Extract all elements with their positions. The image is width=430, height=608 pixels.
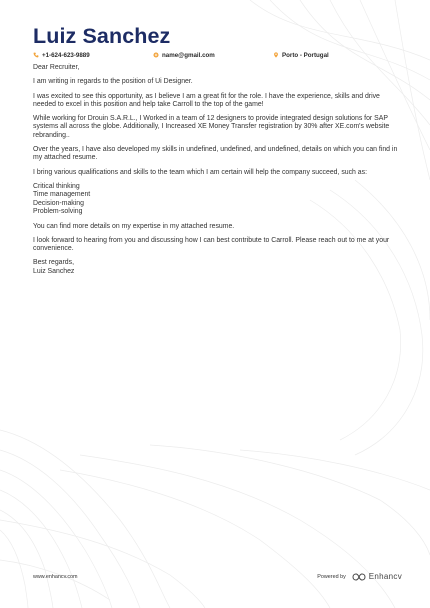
resume-header [33, 26, 403, 64]
contact-location [273, 52, 329, 59]
email-text[interactable]: name@gmail.com [162, 51, 215, 59]
location-text: Porto - Portugal [282, 51, 329, 59]
salutation: Dear Recruiter, [33, 64, 80, 71]
paragraph-position: I am writing in regards to the position of Ui Designer. [33, 78, 193, 86]
closing-phrase: Best regards, [33, 259, 74, 267]
paragraph-closing: I look forward to hearing from you and discussing how I can best contribute to Carroll. Please reach out to me at your convenience. [33, 236, 390, 253]
powered-by [317, 572, 402, 581]
paragraph-experience: While working for Drouin S.A.R.L., I Worked in a team of 12 designers to provide integrated design solutions for SAP systems all across the globe. Additionally, I Increased XE Money Transfer registration by 30% after XE.com's website rebranding.. [33, 115, 390, 139]
page-footer [33, 572, 402, 584]
contact-phone [33, 52, 90, 59]
signature-name: Luiz Sanchez [33, 267, 75, 275]
skill-item: Problem-solving [33, 208, 83, 216]
at-sign-icon [153, 52, 159, 58]
contact-email [153, 52, 215, 59]
footer-url-link[interactable]: www.enhancv.com [33, 574, 78, 580]
powered-by-label: Powered by [317, 573, 346, 580]
paragraph-fit: I was excited to see this opportunity, as I believe I am a great fit for the role. I have the experience, skills and drive needed to excel in this position and help take Carroll to the top of the game! [33, 92, 380, 108]
brand-link[interactable] [352, 572, 402, 581]
location-pin-icon [273, 52, 279, 58]
letter-body [33, 64, 401, 276]
phone-icon [33, 52, 39, 58]
applicant-name: Luiz Sanchez [33, 24, 171, 48]
phone-text: +1-624-623-9889 [42, 51, 90, 59]
skill-item: Critical thinking [33, 182, 80, 190]
paragraph-qualifications: I bring various qualifications and skills to the team which I am certain will help the company succeed, such as: [33, 168, 367, 176]
brand-name: Enhancv [368, 572, 402, 581]
contact-row [33, 52, 403, 64]
skills-list [33, 183, 401, 217]
paragraph-resume-reference: You can find more details on my expertise in my attached resume. [33, 222, 235, 230]
skill-item: Decision-making [33, 199, 84, 207]
paragraph-skills-developed: Over the years, I have also developed my skills in undefined, undefined, and undefined, details on which you can find in my attached resume. [33, 146, 398, 162]
skill-item: Time management [33, 191, 91, 199]
enhancv-logo-icon [352, 573, 366, 581]
